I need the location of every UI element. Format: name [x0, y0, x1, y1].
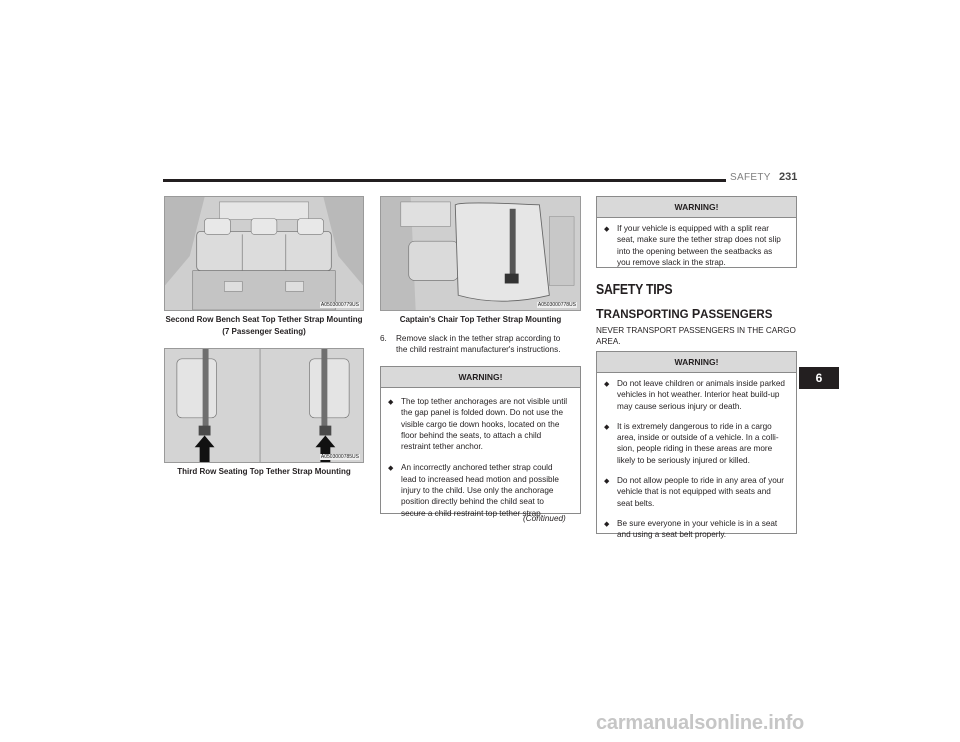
step-number: 6.: [380, 334, 387, 343]
warning-item: ◆ The top tether anchorages are not visible until the gap panel is folded down. Do not use the visible cargo tie down hooks, located on the floor behind the seats, to attach a child restraint tether anchor.: [388, 397, 568, 452]
section-heading: SAFETY TIPS: [596, 281, 673, 298]
warning-item: ◆ It is extremely dangerous to ride in a cargo area, inside or outside of a vehicle. In a colli- sion, people riding in these areas are more likely to be seriously injured or killed.: [604, 421, 779, 465]
subsection-heading: TRANSPORTING PASSENGERS: [596, 307, 773, 321]
warning-item: ◆ Do not leave children or animals inside parked vehicles in hot weather. Interior heat build-up may cause serious injury or death.: [604, 379, 785, 411]
warning-item: ◆ An incorrectly anchored tether strap could lead to increased head motion and possible injury to the child. Use only the anchorage position directly behind the child seat to secure a child restraint top tether strap.: [388, 463, 559, 518]
warning-box-passengers: [596, 351, 797, 540]
figure-code: A0503000779US: [320, 302, 359, 308]
warning-box-tether-anchorage: [380, 366, 581, 518]
diamond-bullet-icon: ◆: [604, 520, 610, 528]
diamond-bullet-icon: ◆: [388, 465, 394, 473]
warning-title: WARNING!: [597, 197, 796, 218]
captain-chair-caption: Captain's Chair Top Tether Strap Mounting: [399, 315, 562, 324]
diamond-bullet-icon: ◆: [604, 478, 610, 486]
bench-seat-illustration: [164, 196, 364, 311]
bench-seat-caption: Second Row Bench Seat Top Tether Strap Mounting (7 Passenger Seating): [165, 315, 363, 336]
step-text-line-2: the child restraint manufacturer's instructions.: [396, 345, 561, 355]
header-rule: [163, 179, 726, 182]
diamond-bullet-icon: ◆: [604, 226, 610, 233]
warning-title: WARNING!: [381, 367, 580, 388]
warning-title: WARNING!: [597, 352, 796, 373]
step-6: [380, 333, 585, 356]
third-row-caption: Third Row Seating Top Tether Strap Mounting: [177, 467, 351, 476]
captain-chair-illustration: [380, 196, 581, 311]
warning-item: ◆ If your vehicle is equipped with a split rear seat, make sure the tether strap does not slip into the opening between the seatbacks as you remove slack in the strap.: [604, 224, 781, 267]
watermark-logo: carmanualsonline.info: [596, 712, 805, 734]
diamond-bullet-icon: ◆: [604, 381, 610, 388]
chapter-tab: 6: [799, 367, 839, 389]
page-number: 231: [779, 171, 798, 183]
figure-code: A0503000778US: [537, 302, 576, 308]
warning-item: ◆ Do not allow people to ride in any area of your vehicle that is not equipped with seats and seat belts.: [604, 476, 785, 508]
figure-code: A0503000785US: [320, 454, 359, 460]
diamond-bullet-icon: ◆: [604, 423, 610, 431]
transport-warning-text: NEVER TRANSPORT PASSENGERS IN THE CARGO AREA.: [596, 326, 796, 347]
warning-box-split-seat: [596, 196, 797, 268]
diamond-bullet-icon: ◆: [388, 399, 394, 406]
step-text-line-1: Remove slack in the tether strap according to: [396, 334, 561, 343]
warning-item: ◆ Be sure everyone in your vehicle is in a seat and using a seat belt properly.: [604, 518, 778, 540]
running-header-section: SAFETY: [730, 172, 771, 183]
continued-note: (Continued): [523, 514, 566, 523]
third-row-illustration: [164, 348, 364, 463]
